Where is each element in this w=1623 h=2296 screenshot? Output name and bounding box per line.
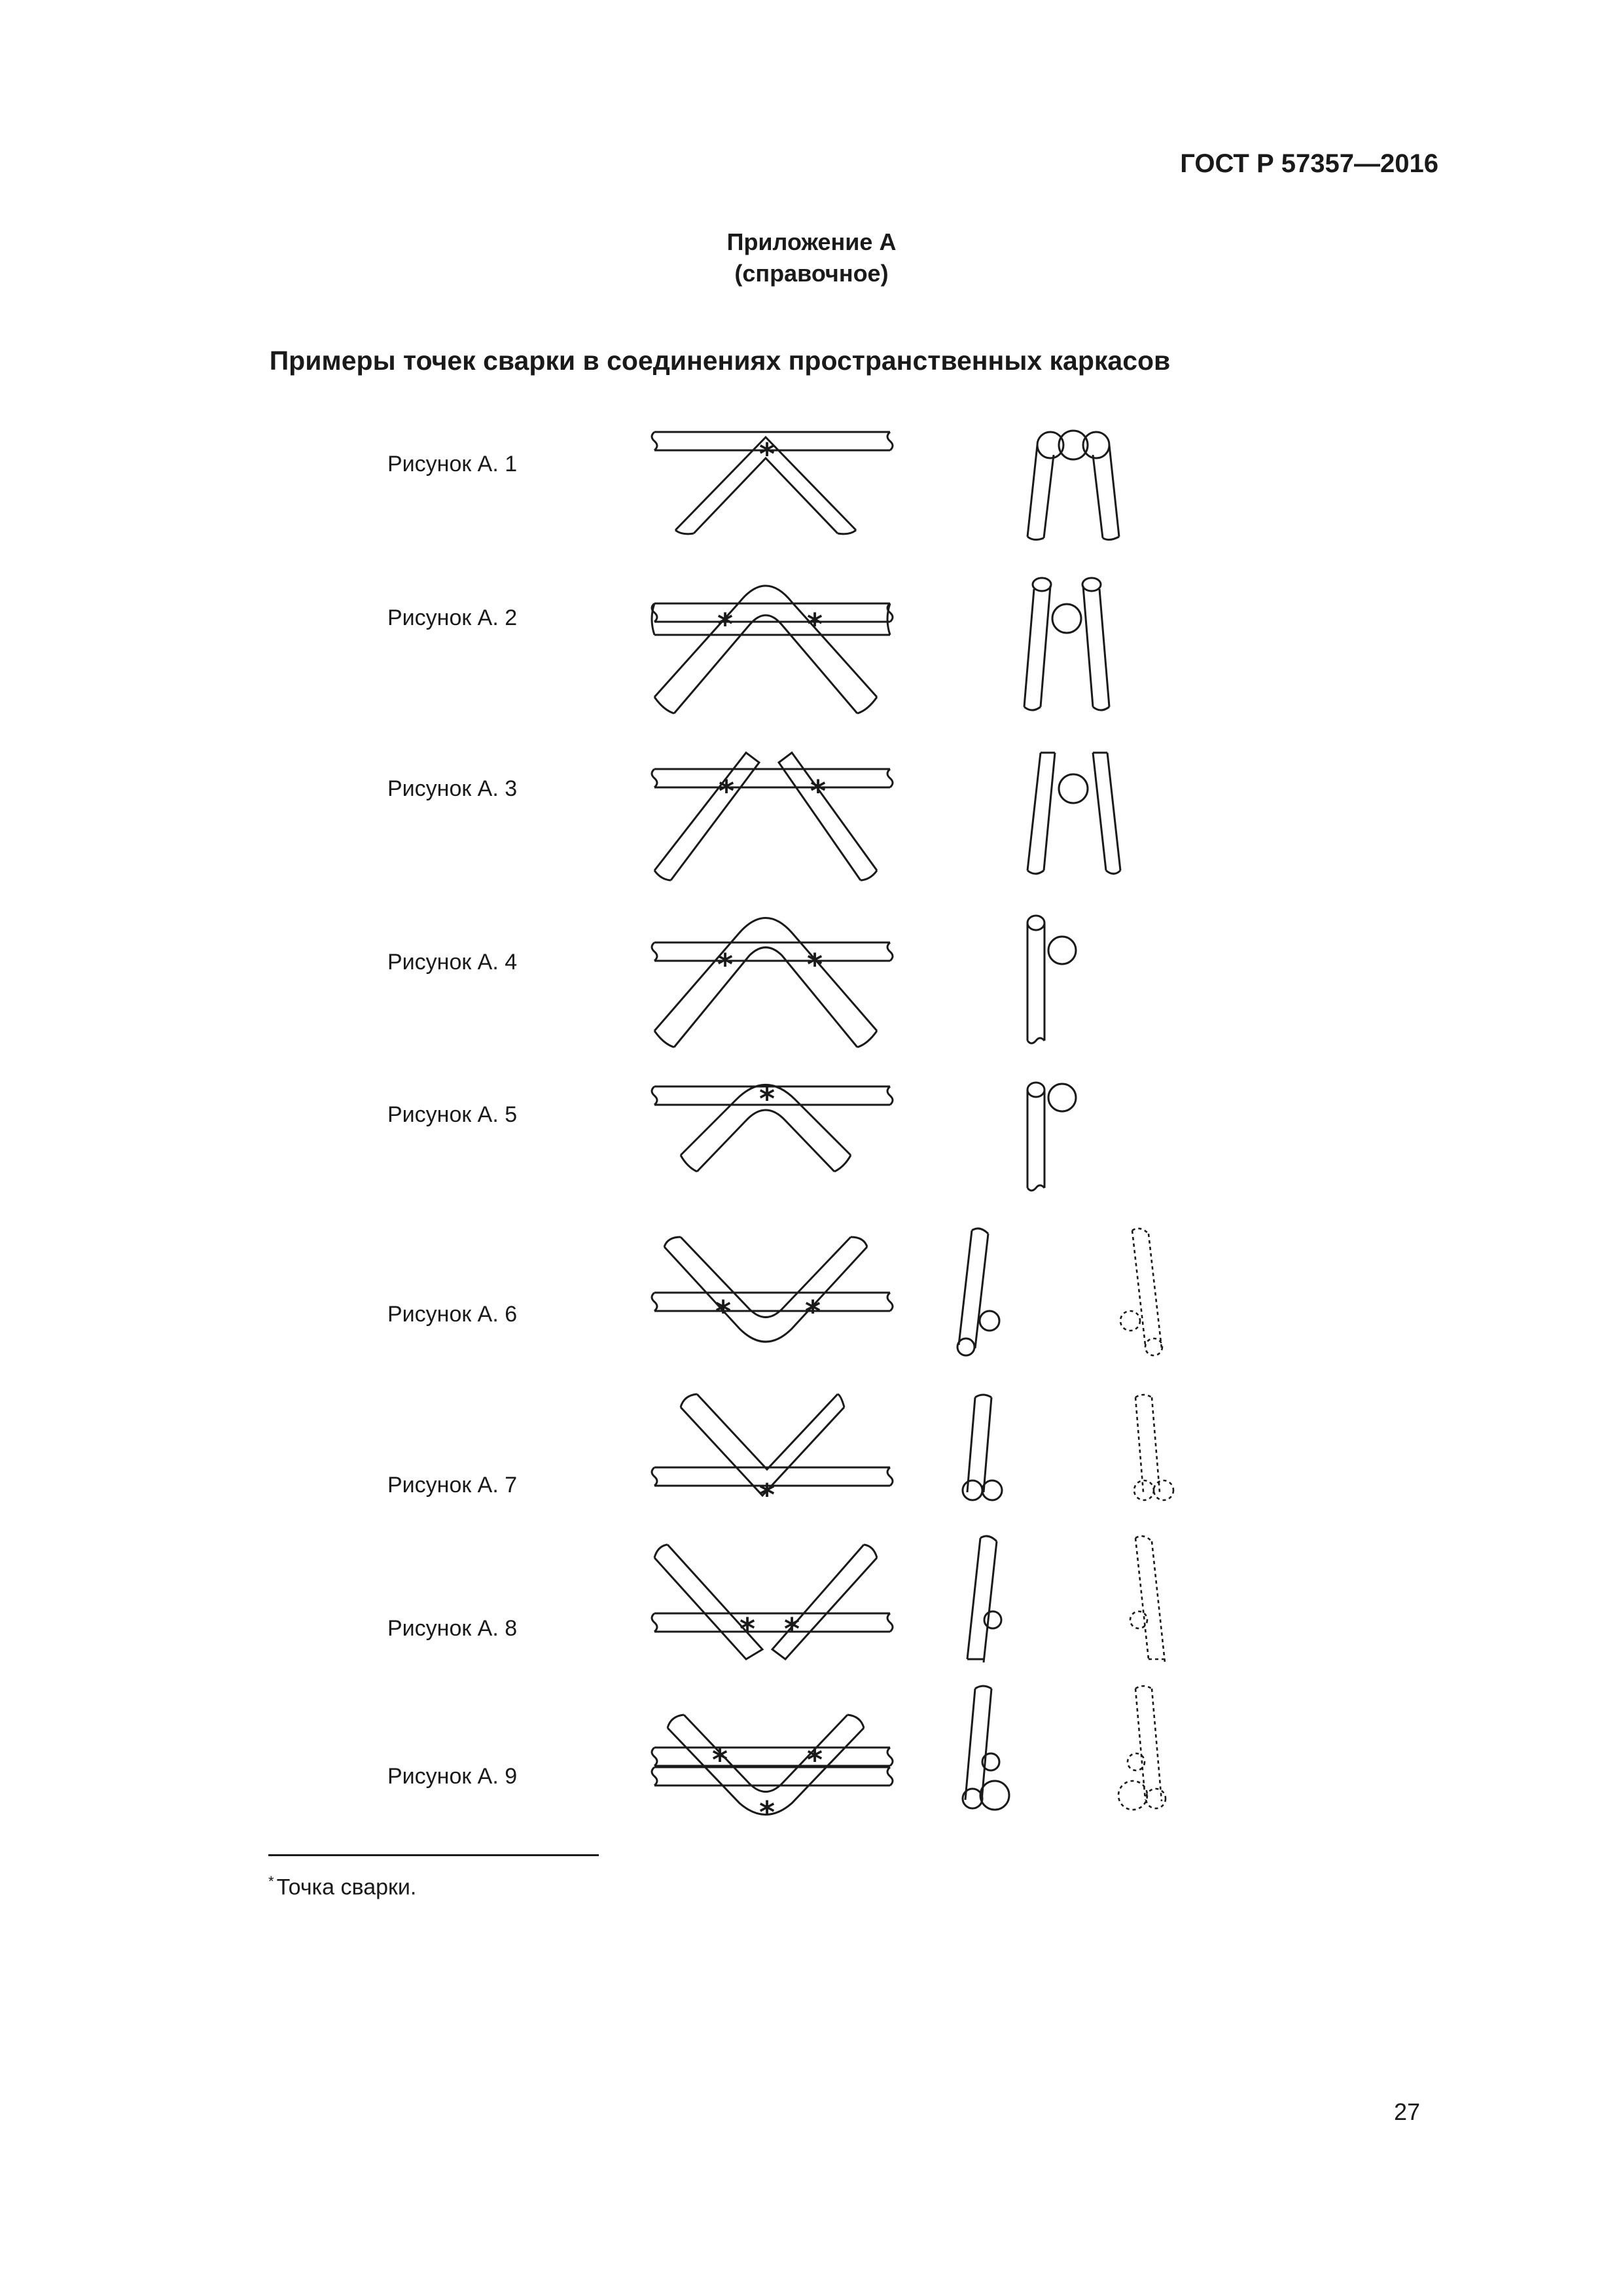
figure-a6-front [652, 1237, 893, 1342]
figure-a9-side [963, 1686, 1009, 1810]
figure-a5-front [652, 1081, 893, 1172]
figure-a7-side [963, 1395, 1002, 1500]
svg-text:*: * [810, 774, 827, 809]
figure-a2-front [652, 586, 893, 713]
figure-a7-front [652, 1394, 893, 1513]
annex-subtitle: (справочное) [734, 260, 889, 287]
figure-label-a8: Рисунок А. 8 [387, 1616, 518, 1641]
figure-label-a4: Рисунок А. 4 [387, 950, 518, 975]
figure-label-a5: Рисунок А. 5 [387, 1102, 518, 1127]
svg-text:*: * [711, 1742, 728, 1778]
figure-label-a6: Рисунок А. 6 [387, 1302, 518, 1327]
svg-text:*: * [718, 774, 735, 809]
figure-label-a9: Рисунок А. 9 [387, 1764, 518, 1789]
footnote-text: Точка сварки. [276, 1874, 417, 1900]
section-title: Примеры точек сварки в соединениях пространственных каркасов [269, 346, 1171, 376]
svg-text:*: * [806, 1742, 823, 1778]
svg-text:*: * [758, 437, 776, 472]
svg-text:*: * [806, 607, 823, 642]
svg-text:*: * [783, 1611, 800, 1647]
annex-title: Приложение А [726, 228, 897, 255]
figure-a8-front [652, 1545, 893, 1659]
svg-text:*: * [717, 947, 734, 982]
svg-text:*: * [804, 1294, 821, 1329]
standard-number: ГОСТ Р 57357—2016 [1180, 149, 1438, 178]
figure-a3-front [652, 753, 893, 880]
figure-a5-side [1027, 1083, 1076, 1191]
figure-a8-side-dotted [1130, 1536, 1165, 1662]
figure-label-a3: Рисунок А. 3 [387, 776, 518, 801]
svg-text:*: * [715, 1294, 732, 1329]
svg-text:*: * [739, 1611, 756, 1647]
figure-a1-side [1027, 431, 1119, 540]
svg-text:*: * [758, 1477, 776, 1513]
footnote-marker: * [268, 1873, 274, 1890]
figure-a9-side-dotted [1118, 1686, 1166, 1810]
figure-a2-side [1024, 578, 1109, 710]
footnote-separator [268, 1854, 599, 1856]
figure-a9-front [652, 1715, 893, 1830]
svg-text:*: * [717, 607, 734, 642]
figure-label-a1: Рисунок А. 1 [387, 452, 518, 476]
svg-text:*: * [758, 1795, 776, 1830]
svg-text:*: * [758, 1081, 776, 1117]
figure-a4-side [1027, 916, 1076, 1043]
figure-a6-side [957, 1229, 999, 1355]
figure-label-a2: Рисунок А. 2 [387, 605, 518, 630]
figure-a4-front [652, 918, 893, 1048]
figure-a6-side-dotted [1120, 1229, 1162, 1355]
footnote [268, 1873, 416, 1900]
figure-a3-side [1027, 753, 1120, 874]
figure-a8-side [967, 1536, 1001, 1662]
figure-label-a7: Рисунок А. 7 [387, 1473, 518, 1498]
figure-a1-front [652, 432, 893, 534]
figure-a7-side-dotted [1134, 1395, 1173, 1500]
svg-text:*: * [806, 947, 823, 982]
page-number: 27 [1393, 2098, 1420, 2125]
